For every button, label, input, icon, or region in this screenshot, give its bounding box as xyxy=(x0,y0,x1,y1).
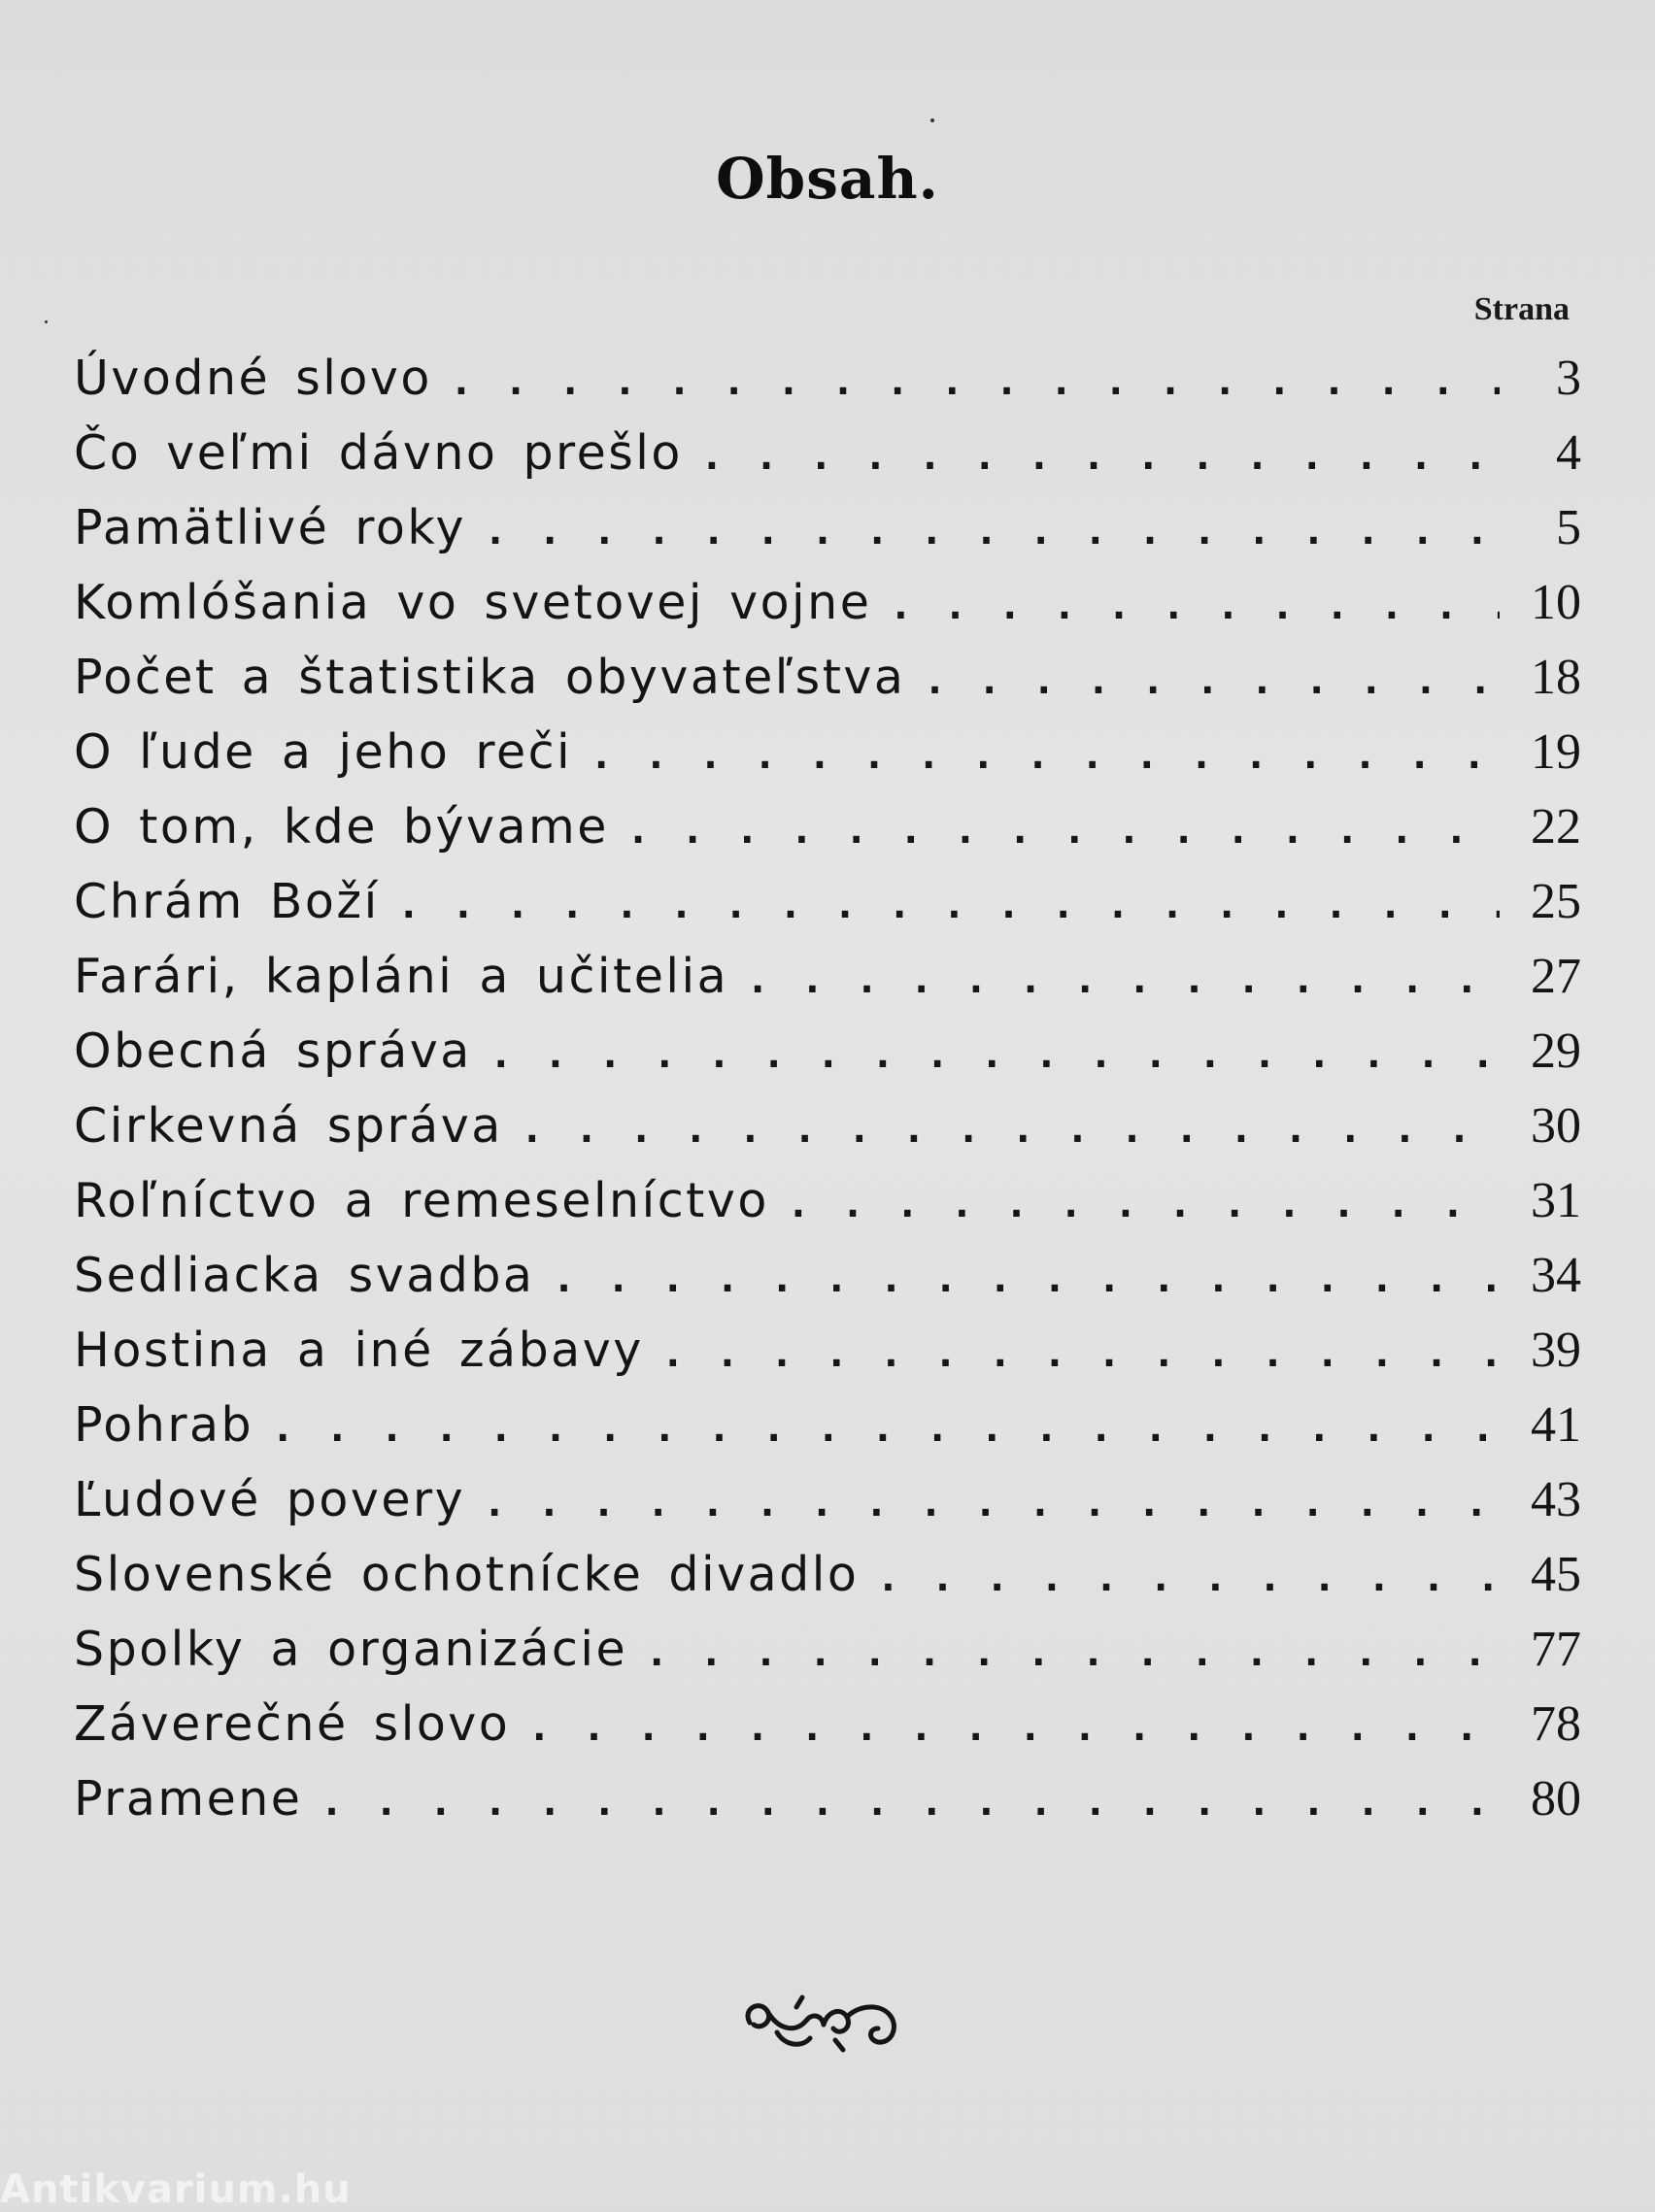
toc-entry xyxy=(74,1396,1581,1471)
dot-leader xyxy=(484,509,1500,553)
toc-entry-title: Sedliacka svadba xyxy=(74,1248,535,1303)
dot-leader xyxy=(527,1705,1500,1750)
toc-entry-page: 19 xyxy=(1531,724,1581,780)
toc-entry xyxy=(74,873,1581,948)
toc-entry-title: Slovenské ochotnícke divadlo xyxy=(74,1547,860,1602)
toc-entry xyxy=(74,424,1581,499)
toc-entry-page: 10 xyxy=(1531,575,1581,630)
toc-entry xyxy=(74,1546,1581,1621)
toc-entry xyxy=(74,1172,1581,1247)
watermark-logo: Antikvarium.hu xyxy=(0,2167,352,2212)
toc-entry-title: Spolky a organizácie xyxy=(74,1622,628,1677)
toc-entry-title: Cirkevná správa xyxy=(74,1098,503,1154)
toc-entry-page: 18 xyxy=(1531,650,1581,705)
dot-leader xyxy=(889,584,1500,628)
toc-entry-page: 39 xyxy=(1531,1323,1581,1378)
ink-speck xyxy=(930,118,934,122)
toc-entry-title: Počet a štatistika obyvateľstva xyxy=(74,650,906,705)
toc-entry xyxy=(74,1471,1581,1546)
dot-leader xyxy=(876,1556,1500,1600)
dot-leader xyxy=(661,1331,1500,1376)
toc-entry xyxy=(74,1322,1581,1396)
toc-entry-title: O ľude a jeho reči xyxy=(74,724,573,780)
page-column-header: Strana xyxy=(1473,291,1570,327)
toc-entry-title: Pamätlivé roky xyxy=(74,500,466,555)
toc-entry-title: Záverečné slovo xyxy=(74,1696,511,1752)
toc-entry-page: 5 xyxy=(1556,500,1581,555)
toc-entry-title: O tom, kde bývame xyxy=(74,799,609,855)
toc-entry xyxy=(74,948,1581,1022)
toc-entry-page: 27 xyxy=(1531,949,1581,1004)
toc-entry xyxy=(74,1022,1581,1097)
toc-entry-page: 29 xyxy=(1531,1023,1581,1079)
toc-entry xyxy=(74,499,1581,574)
toc-entry xyxy=(74,1621,1581,1695)
dot-leader xyxy=(590,733,1500,778)
toc-entry-title: Čo veľmi dávno prešlo xyxy=(74,425,683,481)
table-of-contents xyxy=(74,350,1581,1845)
toc-entry xyxy=(74,723,1581,798)
dot-leader xyxy=(552,1257,1500,1301)
toc-entry-title: Ľudové povery xyxy=(74,1472,466,1527)
dot-leader xyxy=(626,808,1500,853)
toc-entry-page: 30 xyxy=(1531,1098,1581,1154)
dot-leader xyxy=(320,1780,1500,1825)
toc-entry-title: Roľníctvo a remeselníctvo xyxy=(74,1173,769,1228)
toc-entry-page: 77 xyxy=(1531,1622,1581,1677)
page-title: Obsah. xyxy=(716,146,939,212)
toc-entry-title: Komlóšania vo svetovej vojne xyxy=(74,575,872,630)
toc-entry xyxy=(74,798,1581,873)
toc-entry xyxy=(74,1770,1581,1845)
toc-entry-title: Úvodné slovo xyxy=(74,351,432,406)
dot-leader xyxy=(787,1182,1500,1226)
toc-entry-page: 31 xyxy=(1531,1173,1581,1228)
toc-entry xyxy=(74,1097,1581,1172)
toc-entry-page: 80 xyxy=(1531,1771,1581,1827)
ink-speck xyxy=(45,320,48,323)
toc-entry-title: Farári, kapláni a učitelia xyxy=(74,949,729,1004)
toc-entry xyxy=(74,1695,1581,1770)
toc-entry-page: 22 xyxy=(1531,799,1581,855)
toc-entry-title: Obecná správa xyxy=(74,1023,472,1079)
toc-entry-page: 34 xyxy=(1531,1248,1581,1303)
dot-leader xyxy=(271,1406,1500,1451)
toc-entry-page: 43 xyxy=(1531,1472,1581,1527)
dot-leader xyxy=(483,1481,1500,1525)
dot-leader xyxy=(490,1032,1500,1077)
toc-entry-page: 4 xyxy=(1556,425,1581,481)
dot-leader xyxy=(521,1107,1500,1152)
toc-entry xyxy=(74,574,1581,649)
dot-leader xyxy=(397,883,1500,927)
toc-entry-page: 45 xyxy=(1531,1547,1581,1602)
toc-entry xyxy=(74,350,1581,424)
dot-leader xyxy=(746,957,1500,1002)
toc-entry-title: Pohrab xyxy=(74,1397,254,1453)
dot-leader xyxy=(645,1630,1500,1675)
toc-entry-title: Hostina a iné zábavy xyxy=(74,1323,644,1378)
dot-leader xyxy=(450,359,1500,404)
toc-entry-page: 78 xyxy=(1531,1696,1581,1752)
floral-flourish-icon xyxy=(738,1986,913,2063)
toc-entry-title: Pramene xyxy=(74,1771,303,1827)
toc-entry-title: Chrám Boží xyxy=(74,874,380,929)
toc-entry-page: 41 xyxy=(1531,1397,1581,1453)
dot-leader xyxy=(923,658,1500,703)
toc-entry xyxy=(74,649,1581,723)
toc-entry-page: 3 xyxy=(1556,351,1581,406)
dot-leader xyxy=(700,434,1500,479)
toc-entry xyxy=(74,1247,1581,1322)
toc-entry-page: 25 xyxy=(1531,874,1581,929)
